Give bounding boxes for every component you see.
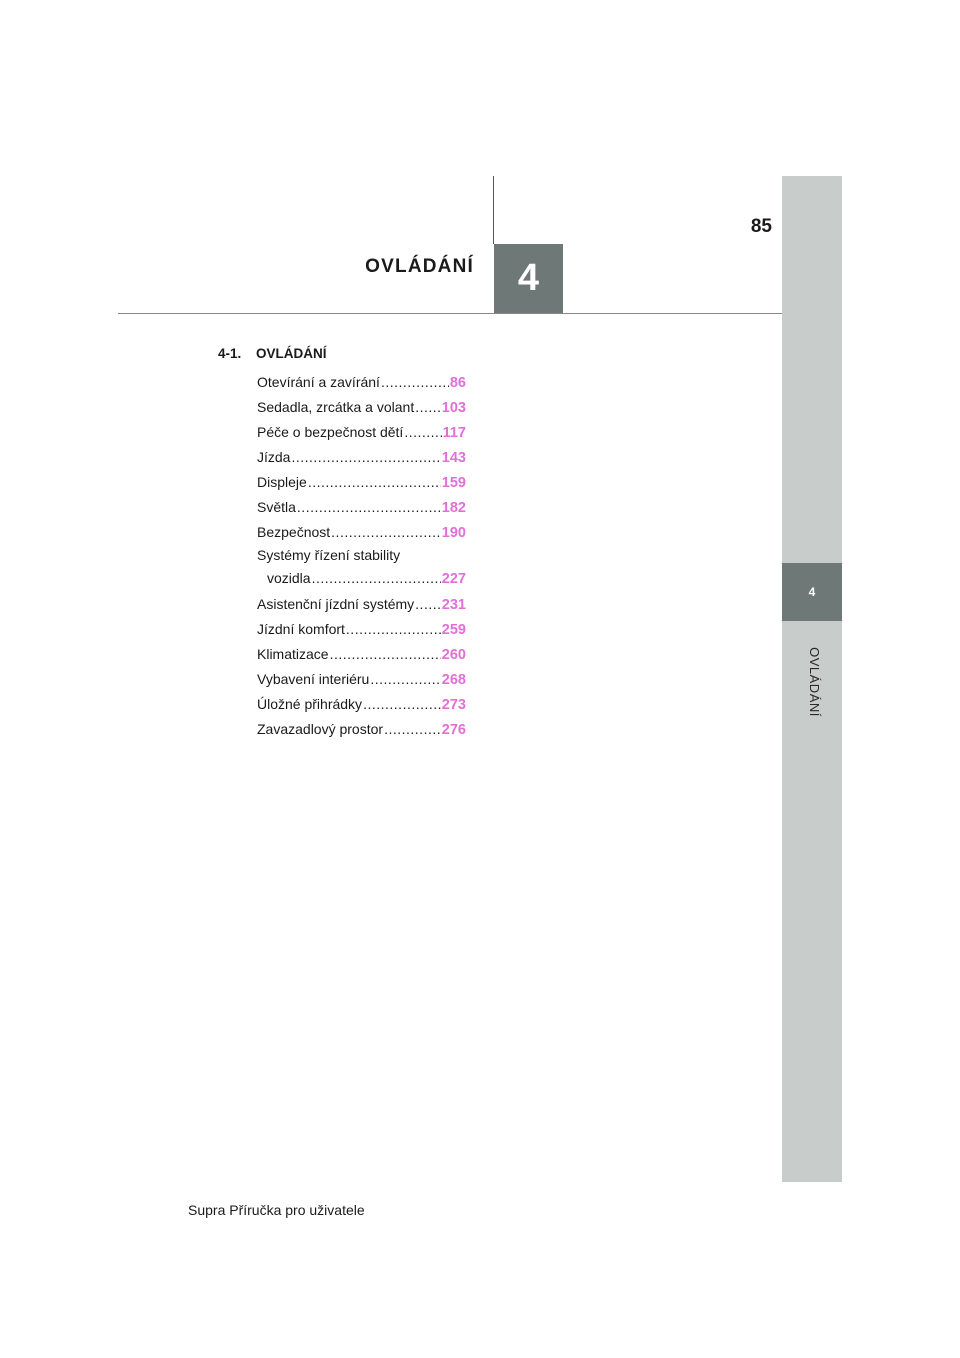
toc-page-link[interactable]: 159 — [441, 475, 466, 491]
toc-entry-title: Asistenční jízdní systémy — [257, 596, 415, 612]
toc-leader — [291, 445, 440, 470]
toc-page-link[interactable]: 268 — [441, 672, 466, 688]
toc-entry[interactable] — [257, 520, 466, 545]
toc-page-link[interactable]: 273 — [441, 697, 466, 713]
chapter-number-box: 4 — [494, 244, 563, 313]
side-chapter-label: OVLÁDÁNÍ — [807, 647, 822, 717]
toc-leader — [384, 717, 441, 742]
toc-entry[interactable] — [257, 470, 466, 495]
section-title: OVLÁDÁNÍ — [256, 346, 327, 361]
toc-entry-title: Vybavení interiéru — [257, 671, 370, 687]
toc-leader — [331, 520, 441, 545]
header-rule — [118, 313, 782, 314]
toc-entry-title: Systémy řízení stability — [257, 547, 401, 563]
toc-entry[interactable] — [257, 717, 466, 742]
toc-leader — [312, 566, 441, 591]
toc-leader — [415, 592, 441, 617]
toc-entry[interactable] — [257, 617, 466, 642]
toc-page-link[interactable]: 231 — [441, 597, 466, 613]
toc-page-link[interactable]: 103 — [441, 400, 466, 416]
toc-entry-title: Úložné přihrádky — [257, 696, 363, 712]
toc-entry[interactable] — [257, 395, 466, 420]
toc-entry-title: Otevírání a zavírání — [257, 374, 380, 390]
toc-entry-title: Zavazadlový prostor — [257, 721, 384, 737]
toc-entry[interactable] — [257, 495, 466, 520]
toc-entry-title: Sedadla, zrcátka a volant — [257, 399, 415, 415]
toc-page-link[interactable]: 117 — [442, 425, 466, 441]
toc-entry[interactable] — [257, 370, 466, 395]
toc-entry-title: Klimatizace — [257, 646, 329, 662]
toc-entry-continuation — [257, 566, 466, 592]
toc-entry-title: Jízda — [257, 449, 291, 465]
toc-leader — [330, 642, 441, 667]
side-chapter-tab[interactable]: 4 — [782, 563, 842, 621]
toc-entry-title: Bezpečnost — [257, 524, 331, 540]
toc-leader — [370, 667, 440, 692]
chapter-title: OVLÁDÁNÍ — [365, 256, 474, 277]
page-number: 85 — [750, 216, 772, 237]
header-divider-vertical — [493, 176, 494, 244]
toc-page-link[interactable]: 190 — [441, 525, 466, 541]
toc-leader — [363, 692, 441, 717]
toc-leader — [381, 370, 449, 395]
toc-entry[interactable] — [257, 592, 466, 617]
toc-page-link[interactable]: 259 — [441, 622, 466, 638]
toc-entry-title: Světla — [257, 499, 296, 515]
toc-entry-title-cont: vozidla — [267, 570, 311, 586]
toc-entry[interactable] — [257, 692, 466, 717]
toc-leader — [404, 420, 441, 445]
toc-page-link[interactable]: 86 — [449, 375, 466, 391]
toc-page-link[interactable]: 276 — [441, 722, 466, 738]
toc-leader — [297, 495, 441, 520]
toc-leader — [415, 395, 441, 420]
toc-page-link[interactable]: 260 — [441, 647, 466, 663]
toc-entry[interactable] — [257, 545, 466, 592]
toc-leader — [346, 617, 441, 642]
toc-entry-title: Jízdní komfort — [257, 621, 345, 637]
table-of-contents — [257, 370, 466, 742]
toc-entry[interactable] — [257, 667, 466, 692]
section-number: 4-1. — [218, 346, 242, 361]
toc-page-link[interactable]: 182 — [441, 500, 466, 516]
toc-entry[interactable] — [257, 445, 466, 470]
toc-page-link[interactable]: 143 — [441, 450, 466, 466]
section-heading — [218, 346, 327, 361]
footer-manual-title: Supra Příručka pro uživatele — [188, 1202, 365, 1218]
toc-entry-title: Displeje — [257, 474, 307, 490]
toc-entry[interactable] — [257, 420, 466, 445]
toc-page-link[interactable]: 227 — [441, 571, 466, 587]
toc-entry-title: Péče o bezpečnost dětí — [257, 424, 404, 440]
toc-entry[interactable] — [257, 642, 466, 667]
toc-leader — [308, 470, 441, 495]
